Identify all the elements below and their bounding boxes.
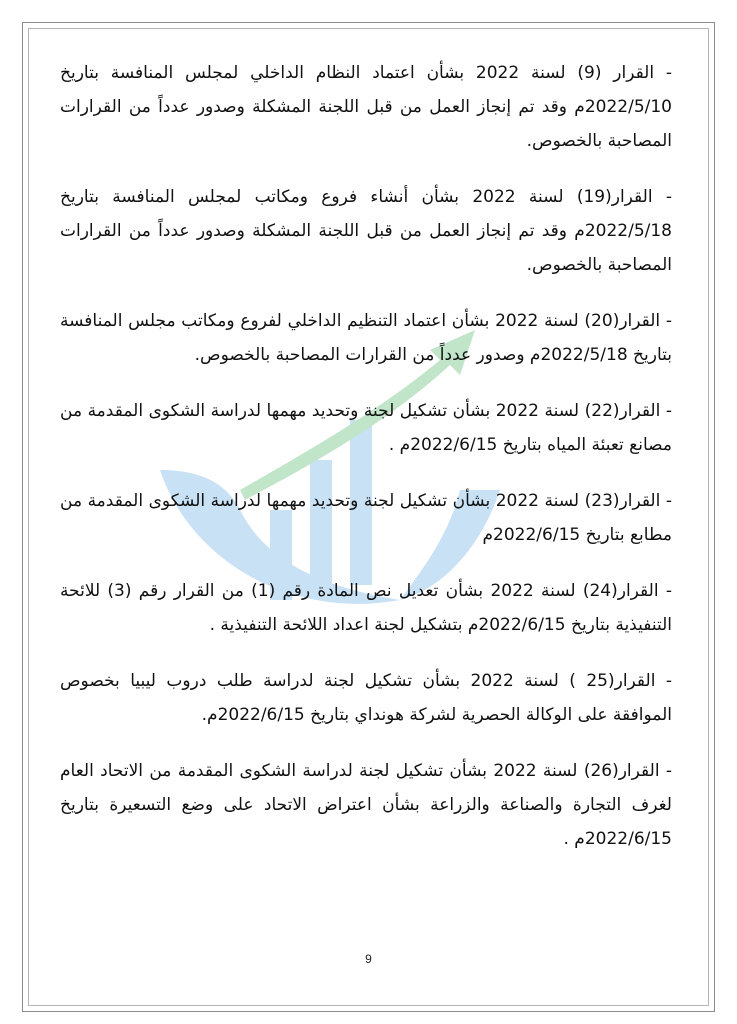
decision-paragraph: - القرار(22) لسنة 2022 بشأن تشكيل لجنة وتحديد مهمها لدراسة الشكوى المقدمة من مصانع تعبئة المياه بتاريخ 2022/6/15م . [60,401,672,455]
decision-paragraph: - القرار(25 ) لسنة 2022 بشأن تشكيل لجنة لدراسة طلب دروب ليبيا بخصوص الموافقة على الوكالة الحصرية لشركة هونداي بتاريخ 2022/6/15م. [60,671,673,725]
decision-paragraph: - القرار(19) لسنة 2022 بشأن أنشاء فروع ومكاتب لمجلس المنافسة بتاريخ 2022/5/18م وقد تم إنجاز العمل من قبل اللجنة المشكلة وصدور عدداً من القرارات المصاحبة بالخصوص. [60,187,672,275]
decisions-list [60,56,672,856]
page-number: 9 [365,952,372,966]
decision-paragraph: - القرار(24) لسنة 2022 بشأن تعديل نص المادة رقم (1) من القرار رقم (3) للائحة التنفيذية بتاريخ 2022/6/15م بتشكيل لجنة اعداد اللائحة التنفيذية . [60,581,672,635]
decision-paragraph: - القرار(23) لسنة 2022 بشأن تشكيل لجنة وتحديد مهمها لدراسة الشكوى المقدمة من مطابع بتاريخ 2022/6/15م [60,491,672,545]
decision-paragraph: - القرار(20) لسنة 2022 بشأن اعتماد التنظيم الداخلي لفروع ومكاتب مجلس المنافسة بتاريخ 2022/5/18م وصدور عدداً من القرارات المصاحبة بالخصوص. [60,311,673,365]
decision-paragraph: - القرار (9) لسنة 2022 بشأن اعتماد النظام الداخلي لمجلس المنافسة بتاريخ 2022/5/10م وقد تم إنجاز العمل من قبل اللجنة المشكلة وصدور عدداً من القرارات المصاحبة بالخصوص. [60,63,672,151]
decision-paragraph: - القرار(26) لسنة 2022 بشأن تشكيل لجنة لدراسة الشكوى المقدمة من الاتحاد العام لغرف التجارة والصناعة والزراعة بشأن اعتراض الاتحاد على وضع التسعيرة بتاريخ 2022/6/15م . [60,761,672,849]
